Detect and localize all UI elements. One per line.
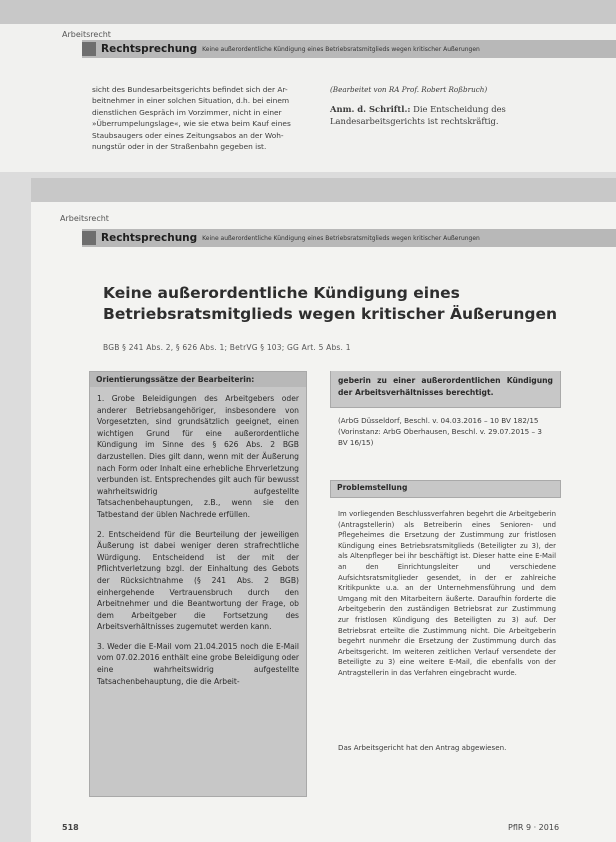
text-line: nungstür oder in der Straßenbahn gegeben ist. — [92, 142, 267, 152]
title-line: Betriebsratsmitglieds wegen kritischer Äußerungen — [103, 305, 557, 323]
court-citation: (ArbG Düsseldorf, Beschl. v. 04.03.2016 – 10 BV 182/15 (Vorinstanz: ArbG Oberhausen, Beschl. v. 29.07.2015 – 3 BV 16/15) — [338, 416, 542, 447]
left-column-text — [92, 84, 312, 152]
header-title: Rechtsprechung — [101, 43, 198, 55]
previous-page-fragment — [0, 0, 616, 172]
annotation-author: Anm. d. Schriftl.: — [330, 104, 411, 114]
text-line: beitnehmer in einer solchen Situation, d.h. bei einem — [92, 96, 290, 106]
article-title — [103, 283, 573, 325]
problem-heading-bar — [330, 480, 561, 498]
problem-closing: Das Arbeitsgericht hat den Antrag abgewiesen. — [338, 743, 507, 752]
legal-norms: BGB § 241 Abs. 2, § 626 Abs. 1; BetrVG § 103; GG Art. 5 Abs. 1 — [103, 343, 351, 352]
author-annotation — [330, 103, 562, 127]
annotation-text: Die Entscheidung des Landesarbeitsgerichts ist rechtskräftig. — [330, 104, 506, 126]
guideline-1: 1. Grobe Beleidigungen des Arbeitgebers oder anderer Betriebsangehöriger, insbesondere von Vorgesetzten, sind grundsätzlich geeignet, einen wichtigen Grund für eine außerordentliche Kündigung im Sinne des § 626 Abs. 2 BGB darzustellen. Dies gilt dann, wenn mit der Äußerung nach Form oder Inhalt eine erhebliche Ehrverletzung verbunden ist. Entsprechendes gilt auch für bewusst wahrheitswidrig aufgestellte Tatsachenbehauptungen, z.B., wenn sie den Tatbestand der üblen Nachrede erfüllen. — [97, 394, 299, 519]
issue-label: PflR 9 · 2016 — [508, 823, 560, 832]
guidelines-continuation-box — [330, 371, 561, 408]
text-line: Staubsaugers oder eines Zeitungsabos an der Woh- — [92, 130, 284, 140]
problem-text: Im vorliegenden Beschlussverfahren begehrt die Arbeitgeberin (Antragstellerin) als Betreiberin eines Senioren- und Pflegeheimes die Ersetzung der Zustimmung zur fristlosen Kündigung eines Betriebsratsmitglieds (Beteiligter zu 3), der als Altenpfleger bei ihr beschäftigt ist. Dieser hatte eine E-Mail an den Einrichtungsleiter und verschiedene Aufsichtsratsmitglieder gesendet, in der er zahlreiche Kritikpunkte u.a. an der Unternehmensführung und dem Umgang mit den Mitarbeitern äußerte. Daraufhin forderte die Arbeitgeberin den zuständigen Betriebsrat zur Zustimmung zur fristlosen Kündigung des Beteiligten zu 3) auf. Der Betriebsrat erteilte die Zustimmung nicht. Die Arbeitgeberin begehrt nunmehr die Ersetzung der Zustimmung durch das Arbeitsgericht. Im weiteren zeitlichen Verlauf versendete der Beteiligte zu 3) eine weitere E-Mail, die ebenfalls von der Antragstellerin in das Verfahren eingebracht wurde. — [338, 510, 556, 677]
header-square-icon — [82, 42, 96, 56]
header-subtitle: Keine außerordentliche Kündigung eines Betriebsratsmitglieds wegen kritischer Äußerungen — [202, 45, 480, 53]
guideline-continuation: geberin zu einer außerordentlichen Kündigung der Arbeitsverhältnisses berechtigt. — [338, 376, 553, 397]
guidelines-heading: Orientierungssätze der Bearbeiterin: — [90, 372, 306, 387]
page-number: 518 — [62, 823, 79, 832]
header-square-icon — [82, 231, 96, 245]
title-line: Keine außerordentliche Kündigung eines — [103, 284, 460, 302]
text-line: dienstlichen Gespräch im Vorzimmer, nicht in einer — [92, 107, 282, 117]
header-subtitle: Keine außerordentliche Kündigung eines Betriebsratsmitglieds wegen kritischer Äußerungen — [202, 234, 480, 242]
editor-note: (Bearbeitet von RA Prof. Robert Roßbruch) — [330, 85, 488, 94]
section-header-bar — [82, 229, 616, 247]
guideline-2: 2. Entscheidend für die Beurteilung der jeweiligen Äußerung ist dabei weniger deren strafrechtliche Würdigung. Entscheidend ist der mit der Pflichtverletzung bzgl. der Einhaltung des Gebots der Rücksichtnahme (§ 241 Abs. 2 BGB) einhergehende Vertrauensbruch durch den Arbeitnehmer und die Beantwortung der Frage, ob dem Arbeitgeber die Fortsetzung des Arbeitsverhältnisses zugemutet werden kann. — [97, 529, 299, 632]
text-line: »Überrumpelungslage«, wie sie etwa beim Kauf eines — [92, 119, 291, 129]
guidelines-box — [89, 371, 307, 797]
section-label: Arbeitsrecht — [60, 214, 109, 223]
problem-heading: Problemstellung — [337, 483, 408, 492]
header-title: Rechtsprechung — [101, 232, 198, 244]
section-label: Arbeitsrecht — [62, 30, 111, 39]
top-gray-strip — [31, 178, 616, 202]
text-line: sicht des Bundesarbeitsgerichts befindet sich der Ar- — [92, 85, 288, 94]
section-header-bar — [82, 40, 616, 58]
guideline-3: 3. Weder die E-Mail vom 21.04.2015 noch die E-Mail vom 07.02.2016 enthält eine grobe Beleidigung oder eine wahrheitswidrig aufgestellte Tatsachenbehauptung, die die Arbeit- — [97, 641, 299, 686]
